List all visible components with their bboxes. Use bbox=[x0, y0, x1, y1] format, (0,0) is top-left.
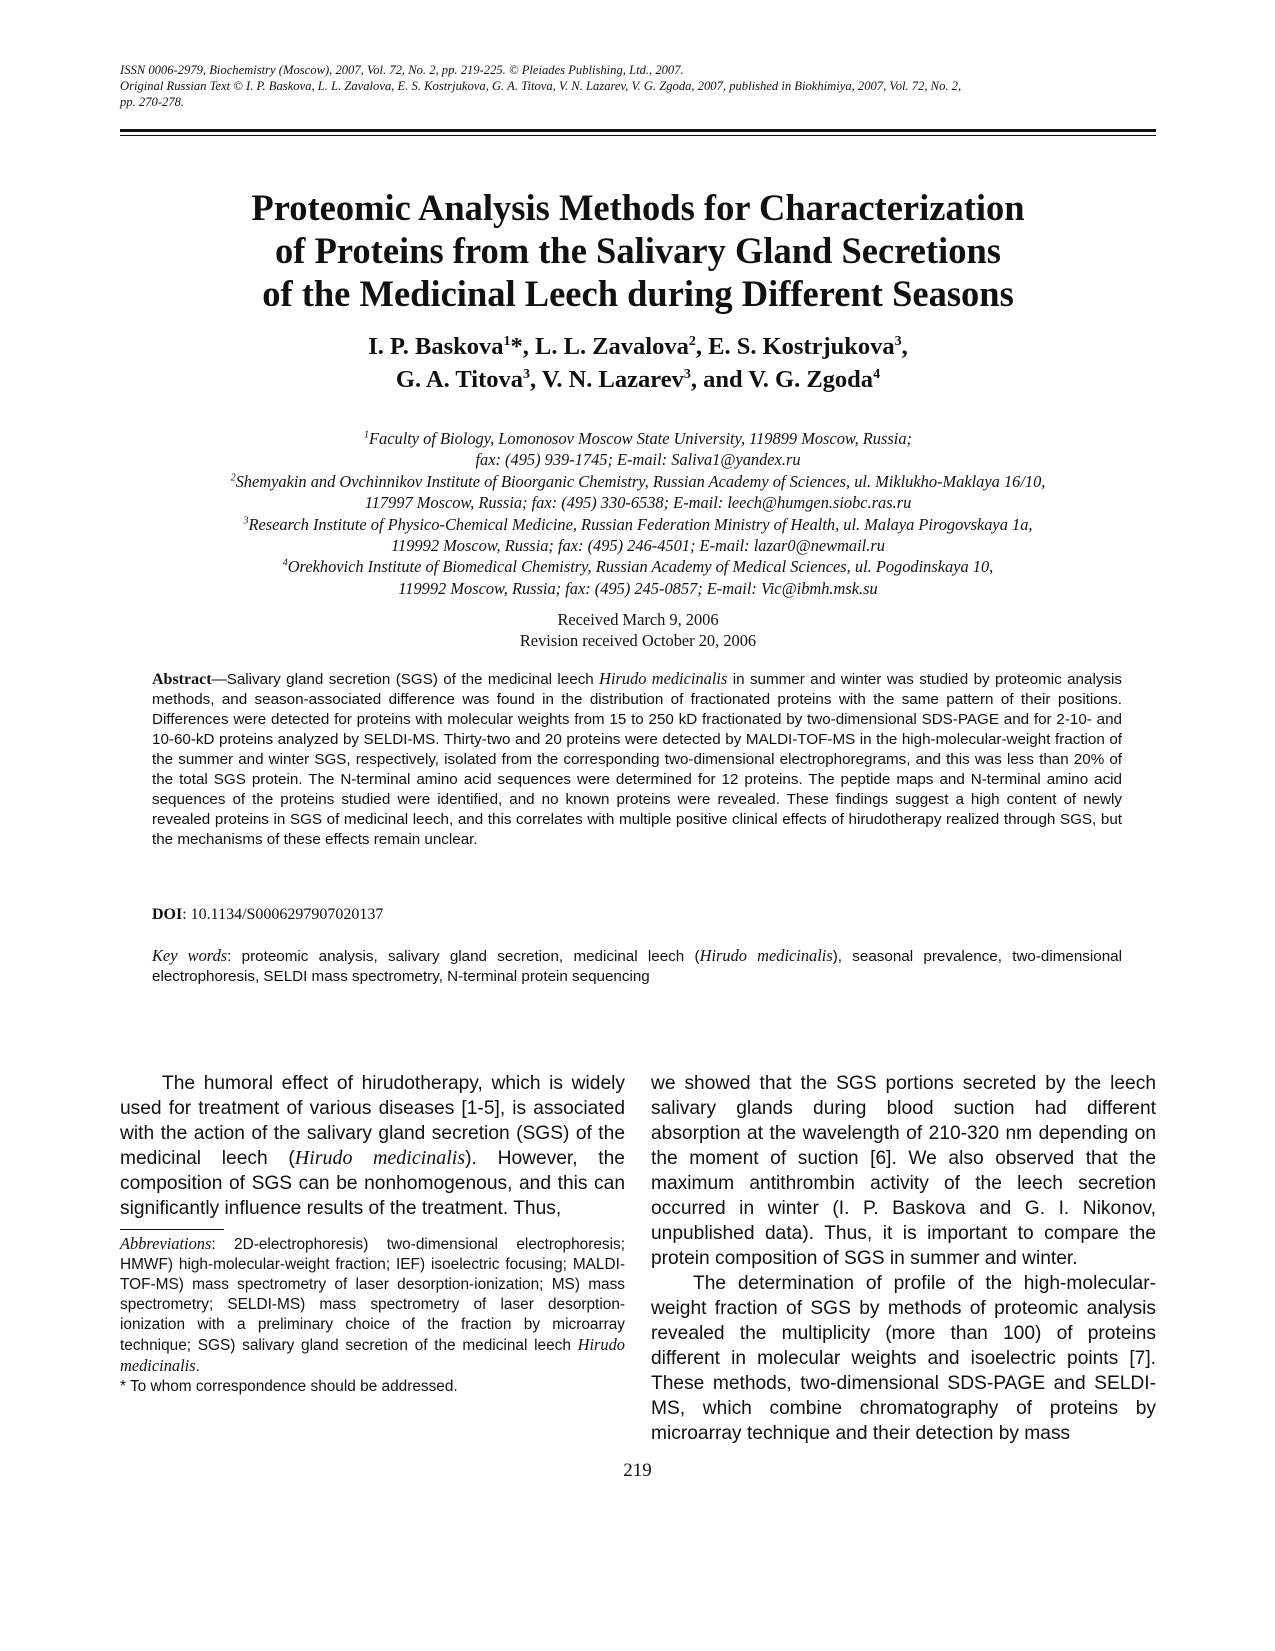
abbreviations-footnote: Abbreviations: 2D-electrophoresis) two-dimensional electrophoresis; HMWF) high-molecular-weight fraction; IEF) isoelectric focusing; MALDI-TOF-MS) mass spectrometry of laser desorption-ionization; MS) mass spectrometry; SELDI-MS) mass spectrometry of laser desorption-ionization with a preliminary choice of the fraction by microarray technique; SGS) salivary gland secretion of the medicinal leech Hirudo medicinalis. bbox=[120, 1234, 625, 1375]
abstract: Abstract—Salivary gland secretion (SGS) of the medicinal leech Hirudo medicinalis in summer and winter was studied by proteomic analysis methods, and season-associated difference was found in the distribution of fractionated proteins with the same pattern of their positions. Differences were detected for proteins with molecular weights from 15 to 250 kD fractionated by two-dimensional SDS-PAGE and for 2-10- and 10-60-kD proteins analyzed by SELDI-MS. Thirty-two and 20 proteins were detected by MALDI-TOF-MS in the high-molecular-weight fraction of the summer and winter SGS, respectively, isolated from the corresponding two-dimensional electrophoregrams, and this was less than 20% of the total SGS protein. The N-terminal amino acid sequences were determined for 12 proteins. The peptide maps and N-terminal amino acid sequences of the proteins studied were identified, and no known proteins were revealed. These findings suggest a high content of newly revealed proteins in SGS of medicinal leech, and this correlates with multiple positive clinical effects of hirudotherapy realized through SGS, but the mechanisms of these effects remain unclear. bbox=[152, 669, 1122, 848]
footnotes bbox=[120, 1234, 625, 1397]
correspondence-footnote: * To whom correspondence should be addressed. bbox=[120, 1378, 458, 1395]
header-rule-top bbox=[120, 129, 1156, 132]
page-number: 219 bbox=[623, 1460, 652, 1481]
abbreviations-label: Abbreviations bbox=[120, 1234, 212, 1253]
title-line-2: of Proteins from the Salivary Gland Secretions bbox=[275, 230, 1001, 271]
right-column bbox=[651, 1071, 1156, 1446]
author-titova: G. A. Titova bbox=[395, 366, 523, 393]
received-date: Received March 9, 2006 bbox=[557, 610, 719, 629]
original-text-line: Original Russian Text © I. P. Baskova, L. L. Zavalova, E. S. Kostrjukova, G. A. Titova, V. N. Lazarev, V. G. Zgoda, 2007, published in Biokhimiya, 2007, Vol. 72, No. 2, bbox=[120, 79, 962, 93]
affiliation-2: $^2$Shemyakin and Ovchinnikov Institute of Bioorganic Chemistry, Russian Academy of Sciences, ul. Miklukho-Maklaya 16/10, 117997 Moscow, Russia; fax: (495) 330-6538; E-mail: leech@humgen.siobc.ras.ru bbox=[230, 471, 1046, 513]
abstract-label: Abstract bbox=[152, 671, 212, 688]
footnote-rule bbox=[120, 1229, 224, 1230]
keywords-label: Key words bbox=[152, 946, 228, 965]
received-dates bbox=[140, 609, 1136, 652]
page-range-line: pp. 270-278. bbox=[120, 95, 185, 109]
title-line-1: Proteomic Analysis Methods for Characterization bbox=[251, 187, 1025, 228]
affiliation-3: $^3$Research Institute of Physico-Chemical Medicine, Russian Federation Ministry of Health, ul. Malaya Pirogovskaya 1a, 119992 Moscow, Russia; fax: (495) 246-4501; E-mail: lazar0@newmail.ru bbox=[243, 514, 1033, 556]
author-line-1: I. P. Baskova$^1$*, L. L. Zavalova$^2$, E. S. Kostrjukova$^3$, bbox=[368, 333, 908, 360]
body-paragraph-3: The determination of profile of the high-molecular-weight fraction of SGS by methods of proteomic analysis revealed the multiplicity (more than 100) of proteins different in molecular weights and isoelectric points [7]. These methods, two-dimensional SDS-PAGE and SELDI-MS, which combine chromatography of proteins by microarray technique and their detection by mass bbox=[651, 1273, 1156, 1444]
author-kostrjukova: E. S. Kostrjukova bbox=[708, 333, 895, 360]
affiliation-1: $^1$Faculty of Biology, Lomonosov Moscow State University, 119899 Moscow, Russia; fax: (495) 939-1745; E-mail: Saliva1@yandex.ru bbox=[364, 429, 912, 470]
author-zavalova: L. L. Zavalova bbox=[535, 333, 689, 360]
journal-citation-line: ISSN 0006-2979, Biochemistry (Moscow), 2007, Vol. 72, No. 2, pp. 219-225. © Pleiades Publishing, Ltd., 2007. bbox=[120, 63, 684, 77]
author-list bbox=[140, 330, 1136, 396]
doi-value: : 10.1134/S0006297907020137 bbox=[182, 906, 384, 923]
author-baskova: I. P. Baskova bbox=[368, 333, 504, 360]
doi bbox=[152, 905, 1122, 925]
header-rule-bottom bbox=[120, 135, 1156, 136]
revision-date: Revision received October 20, 2006 bbox=[519, 631, 757, 651]
body-paragraph-1: The humoral effect of hirudotherapy, which is widely used for treatment of various diseases [1-5], is associated with the action of the salivary gland secretion (SGS) of the medicinal leech (Hirudo medicinalis). However, the composition of SGS can be nonhomogenous, and this can significantly influence results of the treatment. Thus, bbox=[120, 1073, 625, 1219]
author-zgoda: V. G. Zgoda bbox=[748, 366, 874, 393]
author-line-2: G. A. Titova$^3$, V. N. Lazarev$^3$, and V. G. Zgoda$^4$ bbox=[395, 366, 881, 393]
body-paragraph-2: we showed that the SGS portions secreted by the leech salivary glands during blood suction had different absorption at the wavelength of 210-320 nm depending on the moment of suction [6]. We also observed that the maximum antithrombin activity of the leech secretion occurred in winter (I. P. Baskova and G. I. Nikonov, unpublished data). Thus, it is important to compare the protein composition of SGS in summer and winter. bbox=[651, 1073, 1156, 1269]
article-title bbox=[140, 186, 1136, 315]
doi-label: DOI bbox=[152, 906, 183, 923]
affiliations bbox=[120, 428, 1156, 599]
title-line-3: of the Medicinal Leech during Different Seasons bbox=[262, 273, 1014, 314]
author-lazarev: V. N. Lazarev bbox=[541, 366, 684, 393]
affiliation-4: $^4$Orekhovich Institute of Biomedical Chemistry, Russian Academy of Medical Sciences, ul. Pogodinskaya 10, 119992 Moscow, Russia; fax: (495) 245-0857; E-mail: Vic@ibmh.msk.su bbox=[282, 557, 994, 598]
keywords: Key words: proteomic analysis, salivary gland secretion, medicinal leech (Hirudo medicinalis), seasonal prevalence, two-dimensional electrophoresis, SELDI mass spectrometry, N-terminal protein sequencing bbox=[152, 946, 1122, 985]
left-column bbox=[120, 1071, 625, 1221]
